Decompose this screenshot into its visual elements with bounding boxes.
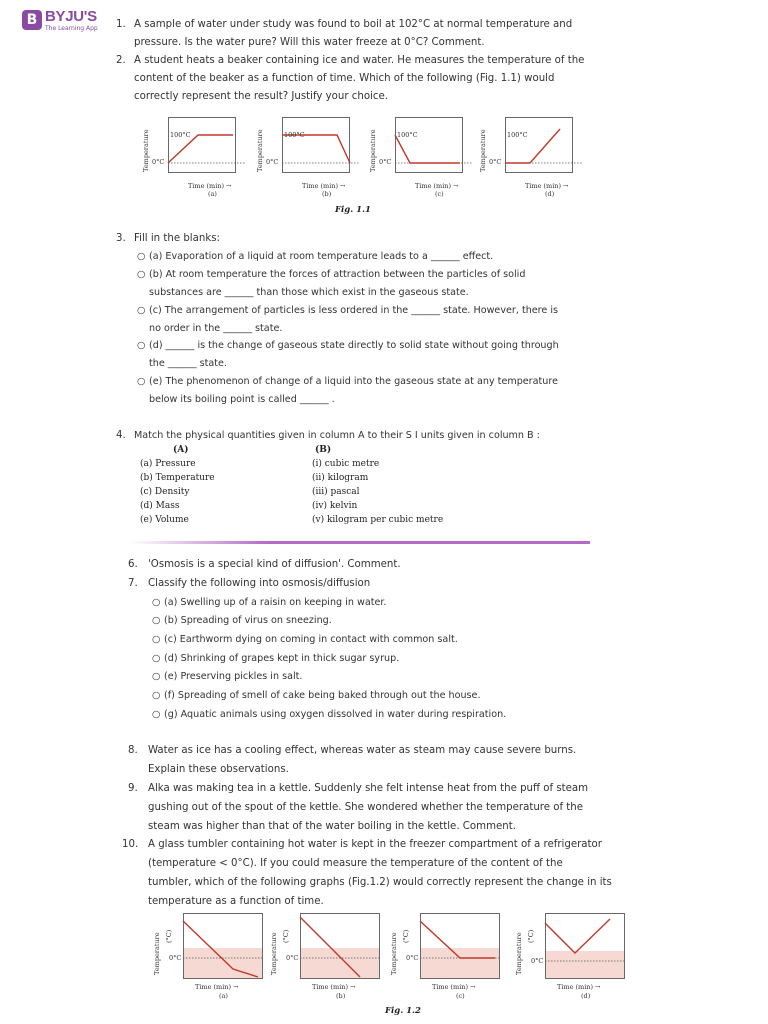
tick-100c: 100°C bbox=[507, 131, 528, 139]
temperature-curve bbox=[282, 135, 350, 163]
panel-label: (c) bbox=[435, 190, 444, 198]
graph-plot bbox=[282, 117, 350, 173]
panel-label: (b) bbox=[322, 190, 332, 198]
y-axis-label: Temperature bbox=[153, 932, 161, 975]
column-a-item: (a) Pressure bbox=[140, 459, 196, 469]
question-10-number: 10. bbox=[122, 839, 139, 850]
tick-0c: 0°C bbox=[406, 954, 419, 962]
section-divider bbox=[130, 541, 590, 544]
panel-label: (d) bbox=[581, 992, 591, 1000]
question-6-text: 'Osmosis is a special kind of diffusion'. Comment. bbox=[148, 559, 401, 570]
question-9-line-3: steam was higher than that of the water boiling in the kettle. Comment. bbox=[148, 821, 516, 832]
graph-frame bbox=[396, 118, 463, 173]
q3-item-d: ○ (d) ______ is the change of gaseous state directly to solid state without going through bbox=[137, 340, 559, 351]
q7-item-c: ○ (c) Earthworm dying on coming in contact with common salt. bbox=[152, 634, 458, 645]
tick-100c: 100°C bbox=[397, 131, 418, 139]
question-9-number: 9. bbox=[128, 783, 138, 794]
column-a-item: (e) Volume bbox=[140, 515, 189, 525]
q3-item-c-cont: no order in the ______ state. bbox=[149, 323, 283, 334]
panel-label: (d) bbox=[545, 190, 555, 198]
q3-item-b: ○ (b) At room temperature the forces of attraction between the particles of solid bbox=[137, 269, 526, 280]
below-zero-shade bbox=[421, 948, 499, 978]
column-b-item: (v) kilogram per cubic metre bbox=[312, 515, 444, 525]
tick-100c: 100°C bbox=[284, 131, 305, 139]
question-7-number: 7. bbox=[128, 578, 138, 589]
graph-frame bbox=[169, 118, 236, 173]
q7-item-a: ○ (a) Swelling up of a raisin on keeping in water. bbox=[152, 597, 387, 608]
x-axis-label: Time (min) → bbox=[302, 182, 346, 190]
question-3-title: Fill in the blanks: bbox=[134, 233, 220, 244]
below-zero-shade bbox=[301, 948, 379, 978]
graph-plot bbox=[183, 913, 263, 979]
y-axis-label: Temperature bbox=[479, 129, 487, 172]
tick-0c: 0°C bbox=[379, 158, 392, 166]
panel-label: (a) bbox=[219, 992, 228, 1000]
y-axis-unit: (°C) bbox=[165, 929, 173, 943]
question-9-line-2: gushing out of the spout of the kettle. She wondered whether the temperature of the bbox=[148, 802, 584, 813]
fig-1-1-graph bbox=[395, 117, 463, 173]
tick-0c: 0°C bbox=[152, 158, 165, 166]
question-2-line-3: correctly represent the result? Justify your choice. bbox=[134, 91, 389, 102]
q7-item-g: ○ (g) Aquatic animals using oxygen dissolved in water during respiration. bbox=[152, 709, 507, 720]
question-10-line-1: A glass tumbler containing hot water is kept in the freezer compartment of a refrigerator bbox=[148, 839, 602, 850]
fig-1-2-graph bbox=[183, 913, 263, 979]
question-9-line-1: Alka was making tea in a kettle. Suddenly she felt intense heat from the puff of steam bbox=[148, 783, 589, 794]
fig-1-1-graph bbox=[505, 117, 573, 173]
q7-item-f: ○ (f) Spreading of smell of cake being baked through out the house. bbox=[152, 690, 481, 701]
x-axis-label: Time (min) → bbox=[432, 983, 476, 991]
question-2-line-1: A student heats a beaker containing ice and water. He measures the temperature of the bbox=[134, 55, 585, 66]
fig-1-1-graph bbox=[282, 117, 350, 173]
y-axis-unit: (°C) bbox=[402, 929, 410, 943]
y-axis-label: Temperature bbox=[369, 129, 377, 172]
question-10-line-2: (temperature < 0°C). If you could measure the temperature of the content of the bbox=[148, 858, 563, 869]
graph-plot bbox=[545, 913, 625, 979]
column-b-item: (ii) kilogram bbox=[312, 473, 369, 483]
q3-item-e: ○ (e) The phenomenon of change of a liquid into the gaseous state at any temperature bbox=[137, 376, 558, 387]
question-4-number: 4. bbox=[116, 430, 126, 441]
logo-tagline: The Learning App bbox=[45, 25, 98, 32]
column-a-item: (b) Temperature bbox=[140, 473, 215, 483]
y-axis-label: Temperature bbox=[270, 932, 278, 975]
q7-item-d: ○ (d) Shrinking of grapes kept in thick sugar syrup. bbox=[152, 653, 400, 664]
below-zero-shade bbox=[184, 948, 262, 978]
column-a-item: (c) Density bbox=[140, 487, 190, 497]
y-axis-label: Temperature bbox=[256, 129, 264, 172]
figure-1-2-caption: Fig. 1.2 bbox=[385, 1006, 421, 1016]
column-a-item: (d) Mass bbox=[140, 501, 180, 511]
tick-0c: 0°C bbox=[266, 158, 279, 166]
fig-1-1-graph bbox=[168, 117, 236, 173]
y-axis-label: Temperature bbox=[390, 932, 398, 975]
x-axis-label: Time (min) → bbox=[557, 983, 601, 991]
x-axis-label: Time (min) → bbox=[195, 983, 239, 991]
temperature-curve bbox=[545, 919, 610, 953]
y-axis-unit: (°C) bbox=[527, 929, 535, 943]
logo-brand: BYJU'S bbox=[45, 8, 97, 25]
graph-frame bbox=[283, 118, 350, 173]
panel-label: (b) bbox=[336, 992, 346, 1000]
graph-plot bbox=[420, 913, 500, 979]
tick-100c: 100°C bbox=[170, 131, 191, 139]
tick-0c: 0°C bbox=[531, 957, 544, 965]
question-7-title: Classify the following into osmosis/diffusion bbox=[148, 578, 371, 589]
y-axis-label: Temperature bbox=[142, 129, 150, 172]
graph-plot bbox=[300, 913, 380, 979]
fig-1-2-graph bbox=[420, 913, 500, 979]
x-axis-label: Time (min) → bbox=[415, 182, 459, 190]
q7-item-b: ○ (b) Spreading of virus on sneezing. bbox=[152, 615, 332, 626]
column-a-header: (A) bbox=[173, 445, 189, 455]
question-2-number: 2. bbox=[116, 55, 126, 66]
panel-label: (c) bbox=[456, 992, 465, 1000]
below-zero-shade bbox=[546, 951, 624, 978]
y-axis-label: Temperature bbox=[515, 932, 523, 975]
byjus-logo bbox=[22, 8, 100, 34]
panel-label: (a) bbox=[208, 190, 217, 198]
graph-plot bbox=[168, 117, 236, 173]
graph-frame bbox=[506, 118, 573, 173]
q7-item-e: ○ (e) Preserving pickles in salt. bbox=[152, 671, 303, 682]
q3-item-b-cont: substances are ______ than those which exist in the gaseous state. bbox=[149, 287, 469, 298]
question-1-line-1: A sample of water under study was found to boil at 102°C at normal temperature and bbox=[134, 19, 573, 30]
tick-0c: 0°C bbox=[286, 954, 299, 962]
x-axis-label: Time (min) → bbox=[525, 182, 569, 190]
question-1-line-2: pressure. Is the water pure? Will this water freeze at 0°C? Comment. bbox=[134, 37, 485, 48]
question-2-line-2: content of the beaker as a function of time. Which of the following (Fig. 1.1) would bbox=[134, 73, 555, 84]
q3-item-e-cont: below its boiling point is called ______ . bbox=[149, 394, 335, 405]
fig-1-2-graph bbox=[545, 913, 625, 979]
logo-mark: B bbox=[22, 10, 42, 30]
question-1-number: 1. bbox=[116, 19, 126, 30]
tick-0c: 0°C bbox=[169, 954, 182, 962]
question-8-number: 8. bbox=[128, 745, 138, 756]
column-b-item: (i) cubic metre bbox=[312, 459, 380, 469]
question-6-number: 6. bbox=[128, 559, 138, 570]
figure-1-1-caption: Fig. 1.1 bbox=[335, 205, 371, 215]
fig-1-2-graph bbox=[300, 913, 380, 979]
x-axis-label: Time (min) → bbox=[188, 182, 232, 190]
question-8-line-2: Explain these observations. bbox=[148, 764, 289, 775]
question-3-number: 3. bbox=[116, 233, 126, 244]
column-b-item: (iv) kelvin bbox=[312, 501, 358, 511]
q3-item-d-cont: the ______ state. bbox=[149, 358, 227, 369]
column-b-header: (B) bbox=[315, 445, 332, 455]
question-4-title: Match the physical quantities given in column A to their S I units given in column B : bbox=[134, 430, 540, 441]
y-axis-unit: (°C) bbox=[282, 929, 290, 943]
q3-item-c: ○ (c) The arrangement of particles is less ordered in the ______ state. However, there is bbox=[137, 305, 559, 316]
column-b-item: (iii) pascal bbox=[312, 487, 360, 497]
graph-plot bbox=[505, 117, 573, 173]
temperature-curve bbox=[168, 135, 233, 163]
question-8-line-1: Water as ice has a cooling effect, whereas water as steam may cause severe burns. bbox=[148, 745, 577, 756]
graph-plot bbox=[395, 117, 463, 173]
x-axis-label: Time (min) → bbox=[312, 983, 356, 991]
tick-0c: 0°C bbox=[489, 158, 502, 166]
q3-item-a: ○ (a) Evaporation of a liquid at room temperature leads to a ______ effect. bbox=[137, 251, 494, 262]
temperature-curve bbox=[395, 135, 460, 163]
question-10-line-4: temperature as a function of time. bbox=[148, 896, 324, 907]
question-10-line-3: tumbler, which of the following graphs (Fig.1.2) would correctly represent the change in its bbox=[148, 877, 612, 888]
